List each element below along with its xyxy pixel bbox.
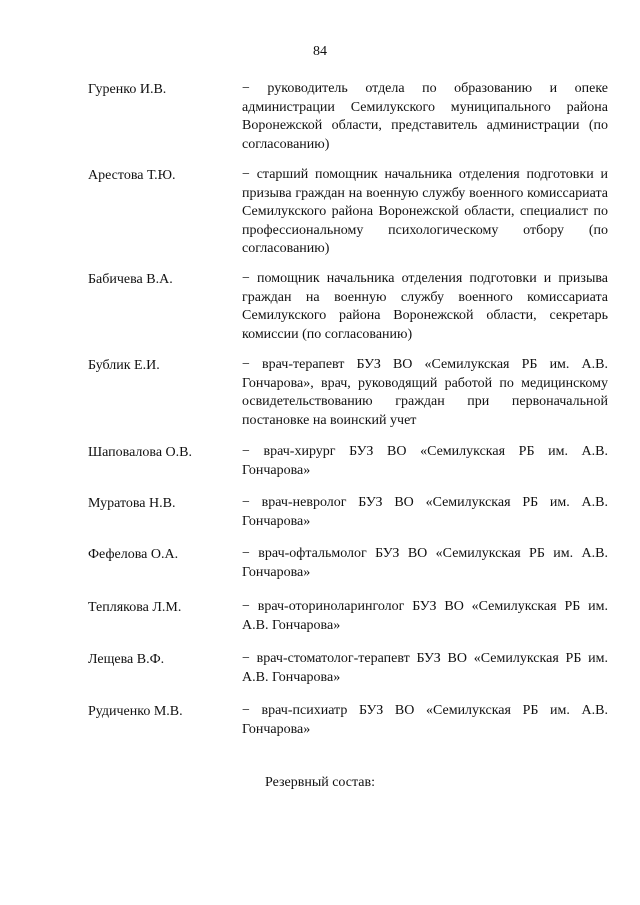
member-name: Рудиченко М.В. [88, 704, 183, 719]
member-name: Шаповалова О.В. [88, 445, 192, 460]
member-name: Гуренко И.В. [88, 82, 167, 97]
member-role: − врач-стоматолог-терапевт БУЗ ВО «Семилукская РБ им. А.В. Гончарова» [242, 651, 608, 685]
member-role: − врач-невролог БУЗ ВО «Семилукская РБ им. А.В. Гончарова» [242, 495, 608, 529]
member-name: Фефелова О.А. [88, 547, 179, 562]
member-name: Бублик Е.И. [88, 358, 160, 373]
reserve-section-title: Резервный состав: [264, 775, 375, 790]
page-number: 84 [313, 44, 327, 59]
member-role: − руководитель отдела по образованию и опеке администрации Семилукского муниципального района Воронежской области, представитель администрации (по согласованию) [242, 81, 608, 152]
member-role: − врач-офтальмолог БУЗ ВО «Семилукская РБ им. А.В. Гончарова» [242, 546, 608, 580]
member-name: Арестова Т.Ю. [88, 168, 176, 183]
member-role: − врач-психиатр БУЗ ВО «Семилукская РБ им. А.В. Гончарова» [242, 703, 608, 737]
member-name: Лещева В.Ф. [88, 652, 165, 667]
member-role: − старший помощник начальника отделения подготовки и призыва граждан на военную службу военного комиссариата Семилукского района Воронежской области, специалист по профессиональному психологическому отбору (по согласованию) [242, 167, 608, 256]
member-role: − врач-терапевт БУЗ ВО «Семилукская РБ им. А.В. Гончарова», врач, руководящий работой по медицинскому освидетельствованию граждан при первоначальной постановке на воинский учет [242, 357, 608, 428]
member-name: Теплякова Л.М. [88, 600, 182, 615]
member-role: − врач-оториноларинголог БУЗ ВО «Семилукская РБ им. А.В. Гончарова» [242, 599, 608, 633]
member-name: Бабичева В.А. [88, 272, 173, 287]
member-name: Муратова Н.В. [88, 496, 176, 511]
member-role: − помощник начальника отделения подготовки и призыва граждан на военную службу военного комиссариата Семилукского района Воронежской области, секретарь комиссии (по согласованию) [242, 271, 608, 342]
member-role: − врач-хирург БУЗ ВО «Семилукская РБ им. А.В. Гончарова» [242, 444, 608, 478]
